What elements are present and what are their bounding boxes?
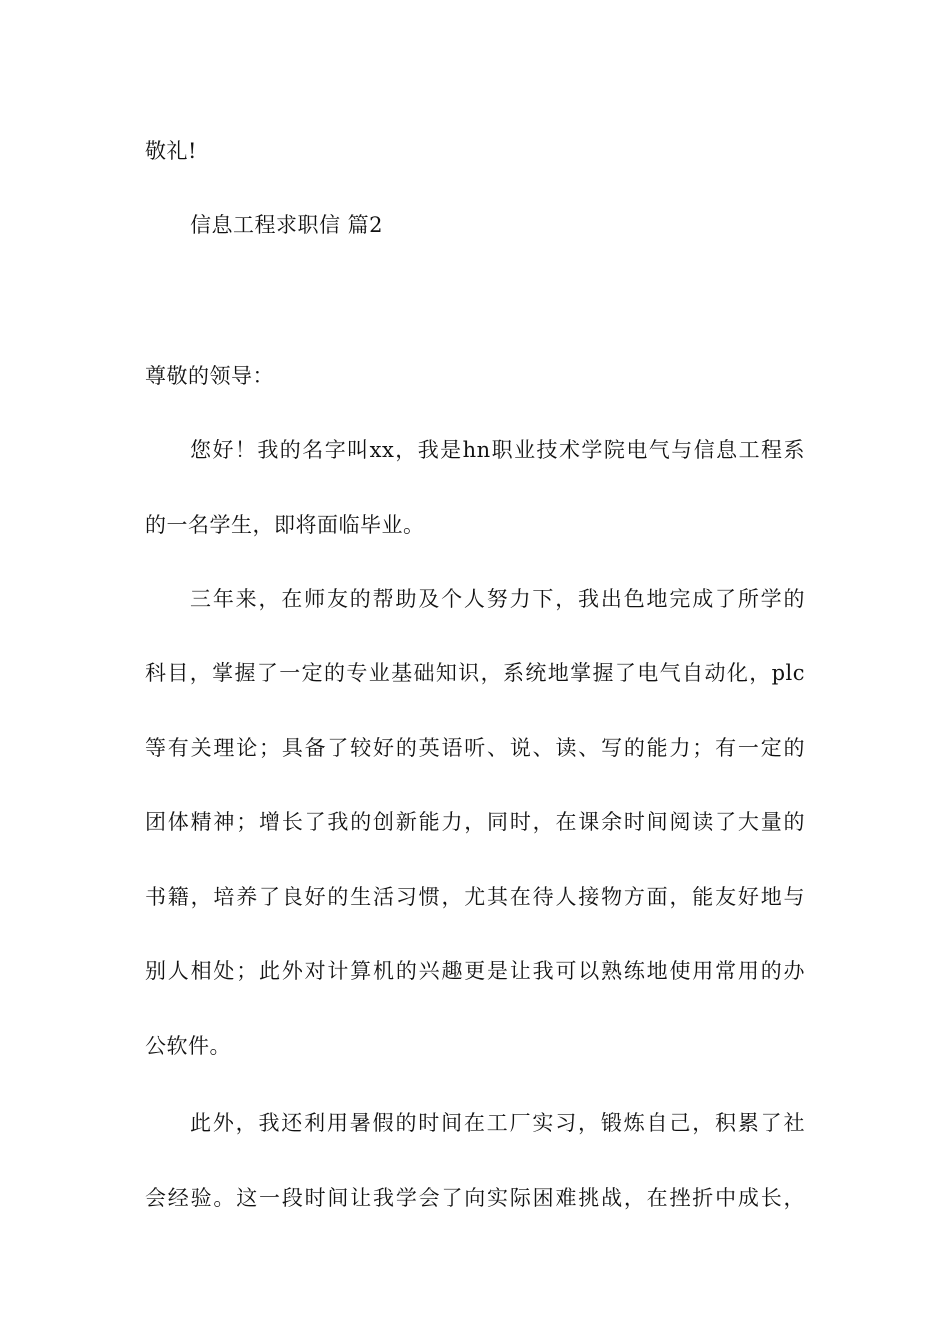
paragraph-line: 科目，掌握了一定的专业基础知识，系统地掌握了电气自动化，plc bbox=[145, 661, 805, 685]
paragraph-line: 的一名学生，即将面临毕业。 bbox=[145, 513, 425, 537]
paragraph-line: 别人相处；此外对计算机的兴趣更是让我可以熟练地使用常用的办 bbox=[145, 959, 805, 983]
paragraph-line: 公软件。 bbox=[145, 1034, 231, 1058]
paragraph-line: 书籍，培养了良好的生活习惯，尤其在待人接物方面，能友好地与 bbox=[145, 885, 805, 909]
paragraph-line: 此外，我还利用暑假的时间在工厂实习，锻炼自己，积累了社 bbox=[190, 1111, 805, 1135]
section-title: 信息工程求职信 篇2 bbox=[190, 213, 384, 237]
paragraph-line: 您好！我的名字叫xx，我是hn职业技术学院电气与信息工程系 bbox=[190, 438, 805, 462]
paragraph-line: 团体精神；增长了我的创新能力，同时，在课余时间阅读了大量的 bbox=[145, 810, 805, 834]
paragraph-line: 等有关理论；具备了较好的英语听、说、读、写的能力；有一定的 bbox=[145, 736, 805, 760]
letter-closing: 敬礼! bbox=[145, 139, 197, 163]
letter-salutation: 尊敬的领导： bbox=[145, 364, 274, 388]
paragraph-line: 三年来，在师友的帮助及个人努力下，我出色地完成了所学的 bbox=[190, 587, 805, 611]
paragraph-line: 会经验。这一段时间让我学会了向实际困难挑战，在挫折中成长， bbox=[145, 1186, 805, 1210]
